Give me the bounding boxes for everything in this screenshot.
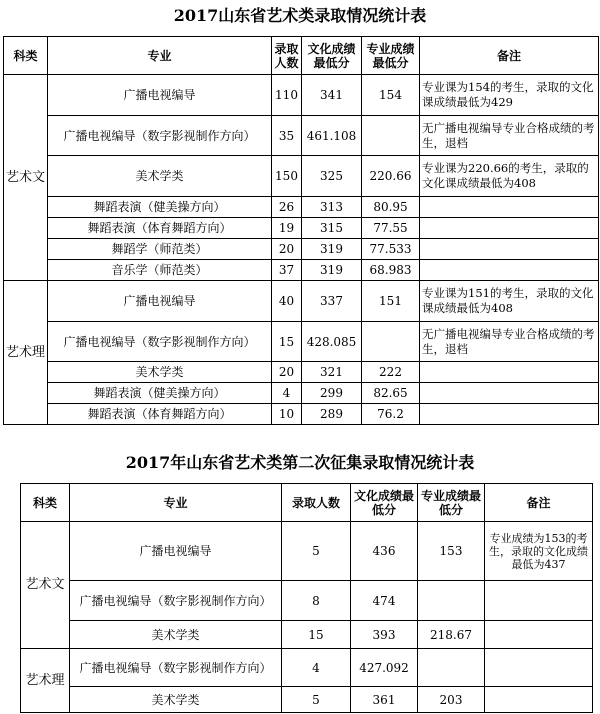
header-note: 备注 — [420, 37, 599, 75]
admitted-cell: 150 — [272, 156, 302, 197]
major-cell: 美术学类 — [70, 621, 282, 649]
culture-min-cell: 337 — [302, 281, 362, 322]
table1-header-row — [4, 37, 599, 75]
major-min-cell: 68.983 — [362, 260, 420, 281]
note-cell — [485, 581, 593, 621]
table-row — [4, 404, 599, 425]
major-min-cell: 218.67 — [418, 621, 485, 649]
table-row — [4, 156, 599, 197]
note-cell: 无广播电视编导专业合格成绩的考生，退档 — [420, 322, 599, 362]
major-cell: 广播电视编导 — [48, 281, 272, 322]
major-min-cell — [362, 116, 420, 156]
category-cell: 艺术文 — [21, 522, 70, 649]
admitted-cell: 4 — [282, 649, 351, 687]
culture-min-cell: 427.092 — [351, 649, 418, 687]
note-cell — [420, 239, 599, 260]
header-major-min: 专业成绩最低分 — [362, 37, 420, 75]
admitted-cell: 37 — [272, 260, 302, 281]
culture-min-cell: 393 — [351, 621, 418, 649]
admitted-cell: 26 — [272, 197, 302, 218]
major-cell: 舞蹈表演（健美操方向） — [48, 383, 272, 404]
major-min-cell: 76.2 — [362, 404, 420, 425]
note-cell — [420, 383, 599, 404]
table-row — [21, 581, 593, 621]
table2-title: 2017年山东省艺术类第二次征集录取情况统计表 — [125, 453, 475, 472]
note-cell — [420, 260, 599, 281]
culture-min-cell: 319 — [302, 239, 362, 260]
header-major-min: 专业成绩最低分 — [418, 484, 485, 522]
note-cell: 专业课为220.66的考生，录取的文化课成绩最低为408 — [420, 156, 599, 197]
table-row — [21, 522, 593, 581]
major-cell: 广播电视编导（数字影视制作方向） — [48, 116, 272, 156]
major-cell: 音乐学（师范类） — [48, 260, 272, 281]
admitted-cell: 4 — [272, 383, 302, 404]
culture-min-cell: 461.108 — [302, 116, 362, 156]
admitted-cell: 19 — [272, 218, 302, 239]
table-row — [4, 239, 599, 260]
major-min-cell: 153 — [418, 522, 485, 581]
table-row — [4, 116, 599, 156]
culture-min-cell: 436 — [351, 522, 418, 581]
table2-header-row — [21, 484, 593, 522]
admitted-cell: 5 — [282, 522, 351, 581]
major-cell: 美术学类 — [48, 156, 272, 197]
admitted-cell: 10 — [272, 404, 302, 425]
major-min-cell — [418, 649, 485, 687]
admitted-cell: 8 — [282, 581, 351, 621]
header-admitted: 录取人数 — [272, 37, 302, 75]
note-cell — [485, 649, 593, 687]
major-min-cell: 77.533 — [362, 239, 420, 260]
culture-min-cell: 474 — [351, 581, 418, 621]
header-category: 科类 — [4, 37, 48, 75]
table-row — [4, 75, 599, 116]
note-cell: 专业成绩为153的考生，录取的文化成绩最低为437 — [485, 522, 593, 581]
major-min-cell: 220.66 — [362, 156, 420, 197]
note-cell — [420, 218, 599, 239]
major-min-cell: 77.55 — [362, 218, 420, 239]
table-row — [4, 322, 599, 362]
note-cell: 专业课为154的考生，录取的文化课成绩最低为429 — [420, 75, 599, 116]
header-major: 专业 — [70, 484, 282, 522]
culture-min-cell: 319 — [302, 260, 362, 281]
table-row — [4, 362, 599, 383]
admitted-cell: 20 — [272, 239, 302, 260]
major-min-cell — [418, 581, 485, 621]
major-cell: 舞蹈表演（健美操方向） — [48, 197, 272, 218]
table-row — [21, 687, 593, 713]
major-cell: 美术学类 — [48, 362, 272, 383]
admitted-cell: 35 — [272, 116, 302, 156]
admitted-cell: 5 — [282, 687, 351, 713]
category-cell: 艺术理 — [4, 281, 48, 425]
culture-min-cell: 299 — [302, 383, 362, 404]
note-cell — [420, 404, 599, 425]
culture-min-cell: 361 — [351, 687, 418, 713]
table2-second-round-stats — [20, 483, 593, 713]
major-cell: 美术学类 — [70, 687, 282, 713]
major-cell: 广播电视编导 — [70, 522, 282, 581]
major-min-cell: 222 — [362, 362, 420, 383]
table-row — [4, 197, 599, 218]
admitted-cell: 15 — [272, 322, 302, 362]
major-cell: 广播电视编导（数字影视制作方向） — [48, 322, 272, 362]
major-cell: 舞蹈学（师范类） — [48, 239, 272, 260]
major-cell: 舞蹈表演（体育舞蹈方向） — [48, 404, 272, 425]
header-admitted: 录取人数 — [282, 484, 351, 522]
major-cell: 舞蹈表演（体育舞蹈方向） — [48, 218, 272, 239]
major-cell: 广播电视编导（数字影视制作方向） — [70, 581, 282, 621]
note-cell — [485, 687, 593, 713]
header-major: 专业 — [48, 37, 272, 75]
culture-min-cell: 289 — [302, 404, 362, 425]
admitted-cell: 15 — [282, 621, 351, 649]
header-culture-min: 文化成绩最低分 — [351, 484, 418, 522]
culture-min-cell: 325 — [302, 156, 362, 197]
table-row — [21, 621, 593, 649]
culture-min-cell: 315 — [302, 218, 362, 239]
table1-title: 2017山东省艺术类录取情况统计表 — [173, 6, 427, 25]
note-cell — [485, 621, 593, 649]
major-cell: 广播电视编导（数字影视制作方向） — [70, 649, 282, 687]
culture-min-cell: 341 — [302, 75, 362, 116]
admitted-cell: 40 — [272, 281, 302, 322]
table-row — [4, 383, 599, 404]
table-row — [4, 281, 599, 322]
header-category: 科类 — [21, 484, 70, 522]
category-cell: 艺术理 — [21, 649, 70, 713]
table-row — [4, 218, 599, 239]
major-cell: 广播电视编导 — [48, 75, 272, 116]
culture-min-cell: 313 — [302, 197, 362, 218]
culture-min-cell: 321 — [302, 362, 362, 383]
table1-admission-stats — [3, 36, 599, 425]
note-cell — [420, 362, 599, 383]
major-min-cell — [362, 322, 420, 362]
header-culture-min: 文化成绩最低分 — [302, 37, 362, 75]
table-row — [4, 260, 599, 281]
culture-min-cell: 428.085 — [302, 322, 362, 362]
major-min-cell: 82.65 — [362, 383, 420, 404]
admitted-cell: 110 — [272, 75, 302, 116]
table-row — [21, 649, 593, 687]
note-cell: 专业课为151的考生，录取的文化课成绩最低为408 — [420, 281, 599, 322]
major-min-cell: 154 — [362, 75, 420, 116]
major-min-cell: 80.95 — [362, 197, 420, 218]
major-min-cell: 203 — [418, 687, 485, 713]
major-min-cell: 151 — [362, 281, 420, 322]
note-cell — [420, 197, 599, 218]
note-cell: 无广播电视编导专业合格成绩的考生，退档 — [420, 116, 599, 156]
header-note: 备注 — [485, 484, 593, 522]
admitted-cell: 20 — [272, 362, 302, 383]
category-cell: 艺术文 — [4, 75, 48, 281]
